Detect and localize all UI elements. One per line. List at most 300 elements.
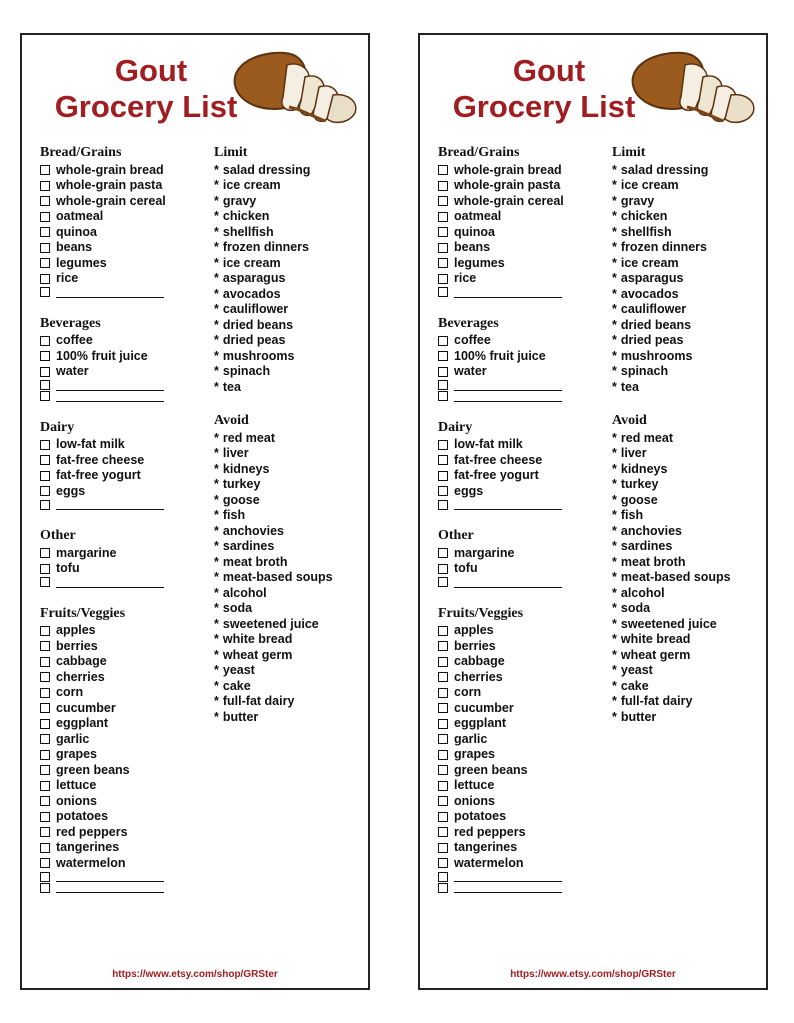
checkbox-icon[interactable] (438, 734, 448, 744)
checkbox-icon[interactable] (438, 336, 448, 346)
checkbox-icon[interactable] (40, 486, 50, 496)
checklist-item[interactable] (40, 333, 220, 349)
checkbox-icon[interactable] (438, 500, 448, 510)
list-item (214, 601, 364, 617)
bullet-mark: * (612, 240, 617, 254)
checkbox-icon[interactable] (438, 274, 448, 284)
blank-checklist-item[interactable] (438, 380, 618, 391)
checklist-item[interactable] (40, 209, 220, 225)
checkbox-icon[interactable] (438, 486, 448, 496)
item-label: legumes (454, 255, 505, 270)
list-item (214, 617, 364, 633)
checklist-item[interactable] (438, 225, 618, 241)
checkbox-icon[interactable] (40, 765, 50, 775)
blank-checklist-item[interactable] (438, 287, 618, 298)
item-label: fish (222, 508, 246, 522)
item-label: quinoa (454, 224, 495, 239)
checkbox-icon[interactable] (40, 688, 50, 698)
bullet-mark: * (214, 209, 219, 223)
list-item (214, 570, 364, 586)
write-in-line[interactable] (56, 882, 164, 893)
item-label: legumes (56, 255, 107, 270)
checkbox-icon[interactable] (40, 227, 50, 237)
item-label: 100% fruit juice (56, 348, 148, 363)
checkbox-icon[interactable] (438, 719, 448, 729)
blank-checklist-item[interactable] (40, 380, 220, 391)
list-item (214, 178, 364, 194)
item-label: eggplant (454, 716, 507, 730)
blank-checklist-item[interactable] (40, 577, 220, 588)
list-item (214, 493, 364, 509)
bullet-mark: * (214, 508, 219, 522)
checkbox-icon[interactable] (40, 391, 50, 401)
bullet-mark: * (214, 585, 219, 600)
list-item (612, 493, 762, 509)
item-label: asparagus (620, 271, 684, 285)
bullet-mark: * (612, 539, 617, 553)
blank-checklist-item[interactable] (438, 882, 618, 893)
write-in-line[interactable] (56, 380, 164, 391)
checkbox-icon[interactable] (438, 703, 448, 713)
section-other (40, 528, 220, 588)
item-label: turkey (222, 477, 261, 491)
item-label: rice (56, 271, 79, 285)
bullet-mark: * (612, 508, 617, 522)
list-item (612, 462, 762, 478)
checkbox-icon[interactable] (438, 781, 448, 791)
bullet-mark: * (214, 492, 219, 507)
checkbox-icon[interactable] (40, 703, 50, 713)
list-item (214, 380, 364, 396)
item-label: white bread (620, 632, 691, 646)
item-label: water (454, 364, 487, 378)
checkbox-icon[interactable] (438, 287, 448, 297)
item-label: dried peas (222, 333, 286, 347)
checklist-item[interactable] (40, 639, 220, 655)
checkbox-icon[interactable] (40, 181, 50, 191)
checklist-item[interactable] (40, 240, 220, 256)
write-in-line[interactable] (56, 499, 164, 510)
list-item (214, 287, 364, 303)
checklist-item[interactable] (40, 194, 220, 210)
checklist-item[interactable] (40, 561, 220, 577)
checkbox-icon[interactable] (438, 258, 448, 268)
checklist-item[interactable] (438, 763, 618, 779)
checkbox-icon[interactable] (438, 843, 448, 853)
list-item (612, 302, 762, 318)
checkbox-icon[interactable] (40, 672, 50, 682)
write-in-line[interactable] (454, 287, 562, 298)
checklist-item[interactable] (40, 856, 220, 872)
checklist-item[interactable] (438, 194, 618, 210)
checkbox-icon[interactable] (40, 641, 50, 651)
checklist-item[interactable] (40, 685, 220, 701)
checklist-item[interactable] (438, 778, 618, 794)
checkbox-icon[interactable] (438, 641, 448, 651)
title-line-2: Grocery List (452, 89, 636, 124)
checklist-item[interactable] (438, 484, 618, 500)
checkbox-icon[interactable] (438, 212, 448, 222)
checkbox-icon[interactable] (438, 181, 448, 191)
checklist-item[interactable] (438, 732, 618, 748)
write-in-line[interactable] (454, 577, 562, 588)
checklist-item[interactable] (40, 271, 220, 287)
checklist-item[interactable] (438, 654, 618, 670)
checkbox-icon[interactable] (438, 165, 448, 175)
checklist-item[interactable] (438, 453, 618, 469)
list-title (420, 53, 650, 125)
section-fruits-veggies (40, 606, 220, 894)
checklist-item[interactable] (438, 685, 618, 701)
checklist-item[interactable] (438, 364, 618, 380)
checkbox-icon[interactable] (40, 750, 50, 760)
checklist-item[interactable] (40, 468, 220, 484)
item-label: onions (454, 793, 495, 808)
item-label: red peppers (454, 824, 526, 839)
checklist-item[interactable] (438, 825, 618, 841)
checklist-item[interactable] (438, 670, 618, 686)
checklist-item[interactable] (40, 437, 220, 453)
checklist-item[interactable] (40, 763, 220, 779)
checkbox-icon[interactable] (438, 626, 448, 636)
item-label: berries (454, 638, 496, 653)
bullet-mark: * (612, 678, 617, 693)
item-label: chicken (222, 209, 270, 223)
checklist-item[interactable] (40, 364, 220, 380)
item-label: meat broth (620, 554, 686, 569)
checklist-item[interactable] (438, 163, 618, 179)
checklist-item[interactable] (438, 840, 618, 856)
write-in-line[interactable] (56, 577, 164, 588)
item-label: tangerines (454, 840, 518, 854)
checklist-item[interactable] (40, 701, 220, 717)
item-label: spinach (222, 364, 271, 378)
title-line-1: Gout (512, 53, 586, 88)
section-bread-grains (438, 145, 618, 298)
section-dairy (438, 420, 618, 511)
item-label: gravy (620, 193, 655, 208)
checklist-item[interactable] (40, 825, 220, 841)
checklist-item[interactable] (40, 809, 220, 825)
checkbox-icon[interactable] (438, 577, 448, 587)
write-in-line[interactable] (454, 499, 562, 510)
item-label: green beans (56, 762, 130, 777)
checkbox-icon[interactable] (438, 750, 448, 760)
bullet-mark: * (612, 477, 617, 491)
checklist-item[interactable] (40, 623, 220, 639)
item-label: liver (620, 446, 647, 460)
item-label: eggplant (56, 716, 109, 730)
bullet-mark: * (214, 632, 219, 646)
checkbox-icon[interactable] (438, 471, 448, 481)
checkbox-icon[interactable] (40, 719, 50, 729)
checkbox-icon[interactable] (40, 243, 50, 253)
item-label: cucumber (454, 700, 514, 715)
checklist-item[interactable] (40, 453, 220, 469)
checkbox-icon[interactable] (40, 657, 50, 667)
checklist-item[interactable] (40, 163, 220, 179)
section-heading: Bread/Grains (40, 145, 122, 160)
checkbox-icon[interactable] (438, 367, 448, 377)
checklist-item[interactable] (438, 809, 618, 825)
item-label: butter (222, 709, 259, 724)
checkbox-icon[interactable] (438, 380, 448, 390)
checklist-item[interactable] (40, 794, 220, 810)
item-label: fat-free yogurt (56, 468, 141, 482)
checklist-item[interactable] (40, 732, 220, 748)
checkbox-icon[interactable] (40, 577, 50, 587)
item-label: sweetened juice (222, 616, 319, 631)
bullet-mark: * (214, 348, 219, 363)
item-label: white bread (222, 632, 293, 646)
checklist-item[interactable] (438, 437, 618, 453)
checkbox-icon[interactable] (40, 274, 50, 284)
checkbox-icon[interactable] (40, 196, 50, 206)
item-label: full-fat dairy (620, 694, 693, 708)
bullet-mark: * (214, 461, 219, 476)
checkbox-icon[interactable] (40, 165, 50, 175)
checklist-item[interactable] (40, 840, 220, 856)
blank-checklist-item[interactable] (438, 871, 618, 882)
bullet-mark: * (214, 255, 219, 270)
list-item (214, 539, 364, 555)
item-label: tofu (454, 561, 478, 575)
bullet-mark: * (612, 317, 617, 332)
checklist-item[interactable] (40, 484, 220, 500)
checkbox-icon[interactable] (438, 872, 448, 882)
item-label: watermelon (454, 855, 524, 870)
checklist-item[interactable] (438, 240, 618, 256)
item-label: corn (454, 685, 482, 699)
grocery-list-card-1 (20, 33, 370, 990)
list-item (612, 349, 762, 365)
checklist-item[interactable] (40, 225, 220, 241)
checkbox-icon[interactable] (40, 471, 50, 481)
checkbox-icon[interactable] (438, 796, 448, 806)
list-item (214, 555, 364, 571)
blank-checklist-item[interactable] (40, 287, 220, 298)
item-label: whole-grain cereal (454, 193, 564, 208)
section-heading: Dairy (40, 419, 75, 435)
section-bread-grains (40, 145, 220, 298)
item-label: soda (222, 601, 253, 615)
checklist-item[interactable] (40, 546, 220, 562)
bullet-mark: * (214, 694, 219, 708)
item-label: cake (222, 678, 251, 693)
checkbox-icon[interactable] (40, 883, 50, 893)
checklist-item[interactable] (438, 747, 618, 763)
checkbox-icon[interactable] (40, 287, 50, 297)
section-heading: Limit (612, 145, 646, 160)
checkbox-icon[interactable] (40, 734, 50, 744)
list-item (214, 240, 364, 256)
checklist-item[interactable] (438, 349, 618, 365)
blank-checklist-item[interactable] (438, 391, 618, 402)
item-label: tangerines (56, 840, 120, 854)
checkbox-icon[interactable] (438, 391, 448, 401)
bullet-mark: * (612, 430, 617, 445)
list-item (612, 679, 762, 695)
item-label: beans (454, 240, 491, 254)
checklist-item[interactable] (438, 639, 618, 655)
checkbox-icon[interactable] (40, 212, 50, 222)
list-item (214, 679, 364, 695)
item-label: low-fat milk (454, 437, 523, 451)
item-label: tofu (56, 561, 80, 575)
item-label: whole-grain bread (56, 162, 164, 177)
item-label: garlic (454, 731, 488, 746)
item-label: ice cream (620, 255, 679, 270)
blank-checklist-item[interactable] (40, 882, 220, 893)
bullet-mark: * (214, 570, 219, 584)
list-item (612, 446, 762, 462)
item-label: soda (620, 601, 651, 615)
section-avoid (214, 413, 364, 725)
checkbox-icon[interactable] (438, 243, 448, 253)
list-item (612, 380, 762, 396)
write-in-line[interactable] (56, 871, 164, 882)
checkbox-icon[interactable] (40, 548, 50, 558)
item-label: whole-grain bread (454, 162, 562, 177)
item-label: rice (454, 271, 477, 285)
checklist-item[interactable] (40, 654, 220, 670)
checkbox-icon[interactable] (438, 196, 448, 206)
write-in-line[interactable] (454, 380, 562, 391)
checkbox-icon[interactable] (40, 843, 50, 853)
item-label: low-fat milk (56, 437, 125, 451)
list-item (214, 508, 364, 524)
checklist-item[interactable] (438, 209, 618, 225)
list-item (612, 178, 762, 194)
checklist-item[interactable] (40, 716, 220, 732)
item-label: sweetened juice (620, 616, 717, 631)
checkbox-icon[interactable] (438, 351, 448, 361)
checkbox-icon[interactable] (40, 812, 50, 822)
checkbox-icon[interactable] (438, 858, 448, 868)
checklist-item[interactable] (438, 546, 618, 562)
checkbox-icon[interactable] (438, 765, 448, 775)
blank-checklist-item[interactable] (40, 391, 220, 402)
checkbox-icon[interactable] (40, 796, 50, 806)
checkbox-icon[interactable] (40, 781, 50, 791)
footer-url: https://www.etsy.com/shop/GRSter (112, 969, 278, 980)
checkbox-icon[interactable] (438, 672, 448, 682)
list-item (612, 240, 762, 256)
bread-loaf-icon (625, 47, 765, 127)
checklist-item[interactable] (438, 716, 618, 732)
checklist-item[interactable] (438, 701, 618, 717)
checkbox-icon[interactable] (438, 827, 448, 837)
write-in-line[interactable] (454, 871, 562, 882)
checkbox-icon[interactable] (40, 336, 50, 346)
write-in-line[interactable] (56, 391, 164, 402)
checklist-item[interactable] (438, 333, 618, 349)
item-label: anchovies (222, 523, 285, 538)
checklist-item[interactable] (40, 670, 220, 686)
blank-checklist-item[interactable] (438, 577, 618, 588)
checkbox-icon[interactable] (438, 548, 448, 558)
list-item (612, 586, 762, 602)
checkbox-icon[interactable] (40, 258, 50, 268)
write-in-line[interactable] (454, 882, 562, 893)
write-in-line[interactable] (56, 287, 164, 298)
item-label: goose (222, 492, 260, 507)
checkbox-icon[interactable] (438, 883, 448, 893)
checklist-item[interactable] (438, 561, 618, 577)
item-label: water (56, 364, 89, 378)
checklist-item[interactable] (40, 778, 220, 794)
item-label: eggs (454, 483, 484, 498)
checklist-item[interactable] (40, 178, 220, 194)
checklist-item[interactable] (438, 623, 618, 639)
bullet-mark: * (214, 554, 219, 569)
checkbox-icon[interactable] (40, 351, 50, 361)
item-label: kidneys (222, 461, 270, 476)
checkbox-icon[interactable] (438, 227, 448, 237)
bullet-mark: * (214, 601, 219, 615)
checklist-item[interactable] (438, 178, 618, 194)
blank-checklist-item[interactable] (40, 499, 220, 510)
list-item (612, 524, 762, 540)
write-in-line[interactable] (454, 391, 562, 402)
list-item (612, 663, 762, 679)
checklist-item[interactable] (438, 271, 618, 287)
item-label: liver (222, 446, 249, 460)
item-label: lettuce (454, 778, 495, 792)
bullet-mark: * (612, 554, 617, 569)
item-label: red meat (222, 430, 275, 445)
checklist-item[interactable] (40, 349, 220, 365)
checkbox-icon[interactable] (40, 626, 50, 636)
list-item (214, 163, 364, 179)
checklist-item[interactable] (40, 747, 220, 763)
item-label: green beans (454, 762, 528, 777)
item-label: gravy (222, 193, 257, 208)
checklist-item[interactable] (438, 856, 618, 872)
bullet-mark: * (612, 271, 617, 285)
checkbox-icon[interactable] (40, 440, 50, 450)
list-item (612, 431, 762, 447)
bullet-mark: * (214, 709, 219, 724)
checklist-item[interactable] (438, 794, 618, 810)
checkbox-icon[interactable] (40, 858, 50, 868)
checkbox-icon[interactable] (438, 812, 448, 822)
checkbox-icon[interactable] (40, 500, 50, 510)
checklist-column (438, 145, 618, 911)
checkbox-icon[interactable] (40, 827, 50, 837)
checkbox-icon[interactable] (438, 455, 448, 465)
checkbox-icon[interactable] (40, 380, 50, 390)
bullet-mark: * (214, 178, 219, 192)
checkbox-icon[interactable] (438, 657, 448, 667)
bullet-mark: * (612, 616, 617, 631)
section-heading: Fruits/Veggies (40, 605, 126, 621)
item-label: asparagus (222, 271, 286, 285)
checkbox-icon[interactable] (40, 564, 50, 574)
checklist-item[interactable] (40, 256, 220, 272)
checkbox-icon[interactable] (438, 564, 448, 574)
checkbox-icon[interactable] (438, 688, 448, 698)
checkbox-icon[interactable] (40, 455, 50, 465)
blank-checklist-item[interactable] (438, 499, 618, 510)
checkbox-icon[interactable] (438, 440, 448, 450)
checkbox-icon[interactable] (40, 367, 50, 377)
blank-checklist-item[interactable] (40, 871, 220, 882)
checklist-item[interactable] (438, 256, 618, 272)
checklist-item[interactable] (438, 468, 618, 484)
checkbox-icon[interactable] (40, 872, 50, 882)
list-item (612, 271, 762, 287)
